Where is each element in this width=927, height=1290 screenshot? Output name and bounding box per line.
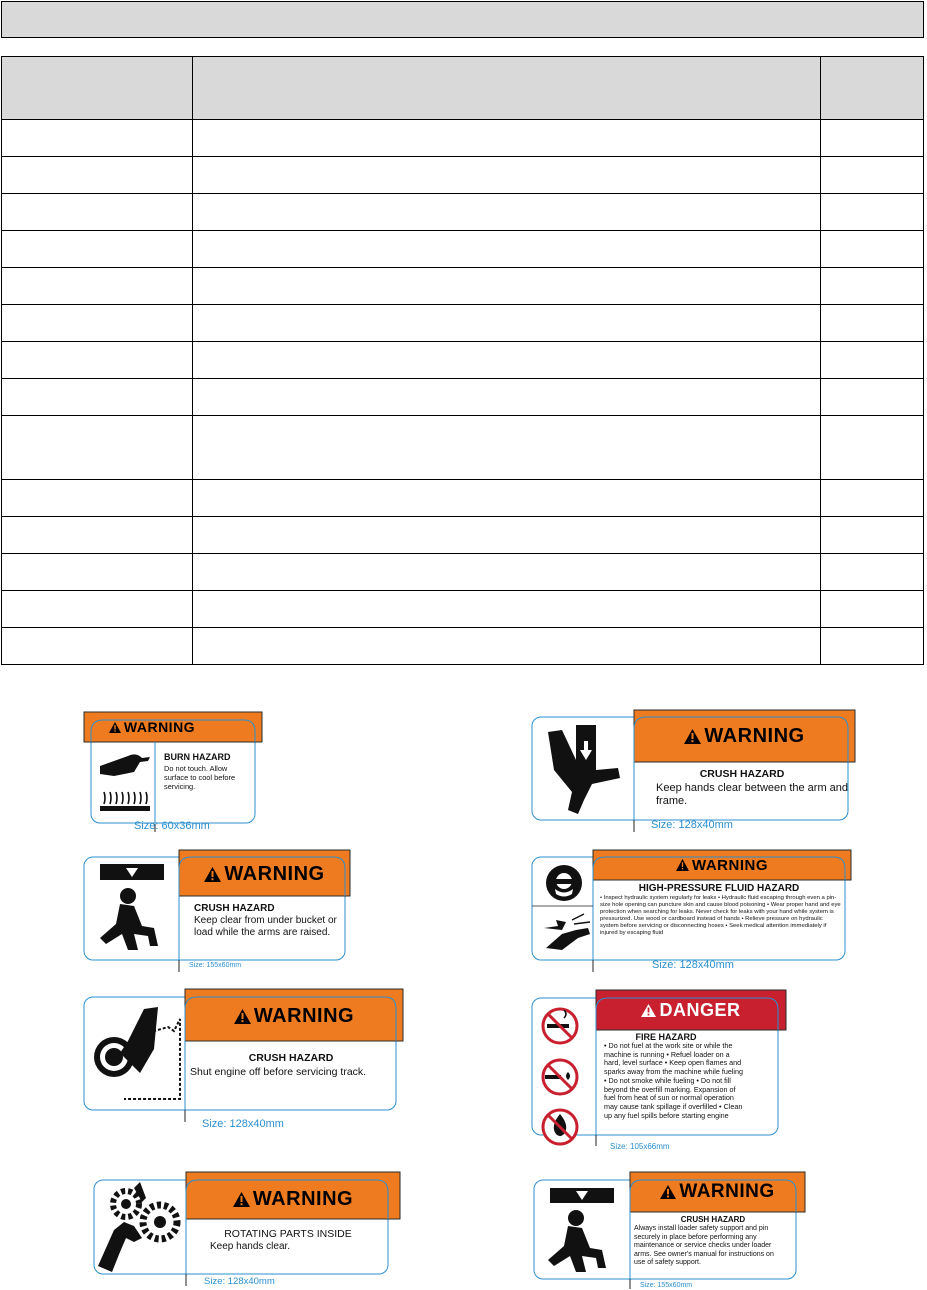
table-cell bbox=[2, 628, 193, 665]
label-size: Size: 105x66mm bbox=[610, 1142, 670, 1151]
table-row bbox=[2, 157, 924, 194]
table-cell bbox=[821, 628, 924, 665]
table-row bbox=[2, 120, 924, 157]
table-cell bbox=[821, 305, 924, 342]
table-cell bbox=[2, 342, 193, 379]
warning-triangle-icon bbox=[234, 1009, 251, 1024]
crush-support-label bbox=[534, 1172, 809, 1290]
table-cell bbox=[821, 591, 924, 628]
table-cell bbox=[2, 416, 193, 480]
table-row bbox=[2, 379, 924, 416]
table-row bbox=[2, 231, 924, 268]
label-body: Shut engine off before servicing track. bbox=[190, 1066, 367, 1078]
table-cell bbox=[2, 120, 193, 157]
label-header: WARNING bbox=[123, 719, 196, 735]
label-header: DANGER bbox=[659, 999, 741, 1020]
crush-arm-label bbox=[532, 710, 857, 832]
label-title: HIGH-PRESSURE FLUID HAZARD bbox=[638, 883, 800, 894]
burn-hazard-label bbox=[84, 712, 264, 832]
header-bar bbox=[1, 1, 924, 38]
label-body: Keep hands clear. bbox=[210, 1241, 291, 1252]
header-cell bbox=[193, 57, 821, 120]
label-size: Size: 128x40mm bbox=[651, 819, 733, 831]
table-cell bbox=[193, 231, 821, 268]
table-cell bbox=[193, 268, 821, 305]
table-cell bbox=[2, 517, 193, 554]
label-title: CRUSH HAZARD bbox=[248, 1052, 334, 1064]
label-header: WARNING bbox=[253, 1004, 355, 1027]
table-cell bbox=[193, 305, 821, 342]
warning-triangle-icon bbox=[204, 867, 221, 882]
table-cell bbox=[193, 416, 821, 480]
table-cell bbox=[193, 120, 821, 157]
label-title: CRUSH HAZARD bbox=[699, 768, 785, 780]
label-size: Size: 128x40mm bbox=[652, 959, 734, 971]
table-cell bbox=[193, 342, 821, 379]
label-body: Do not touch. Allow surface to cool before servicing. bbox=[164, 764, 236, 791]
table-cell bbox=[821, 342, 924, 379]
label-title: ROTATING PARTS INSIDE bbox=[224, 1228, 352, 1240]
warning-triangle-icon bbox=[684, 729, 701, 744]
rotating-parts-label bbox=[90, 1172, 402, 1290]
table-row bbox=[2, 342, 924, 379]
table-cell bbox=[2, 157, 193, 194]
warning-triangle-icon bbox=[660, 1185, 676, 1199]
header-cell bbox=[2, 57, 193, 120]
label-title: FIRE HAZARD bbox=[635, 1032, 697, 1042]
label-header: WARNING bbox=[224, 862, 325, 885]
table-row bbox=[2, 305, 924, 342]
table-header-row bbox=[2, 57, 924, 120]
crush-track-label bbox=[84, 989, 406, 1129]
label-title: CRUSH HAZARD bbox=[194, 903, 275, 914]
table-row bbox=[2, 416, 924, 480]
table-row bbox=[2, 480, 924, 517]
label-body: Always install loader safety support and pin securely in place before performing any maintenance or service checks under loader arms. See owner's manual for instructions on use of safety support. bbox=[634, 1225, 774, 1266]
table-cell bbox=[193, 157, 821, 194]
label-size: Size: 128x40mm bbox=[202, 1118, 284, 1130]
table-cell bbox=[2, 379, 193, 416]
table-row bbox=[2, 554, 924, 591]
table-cell bbox=[2, 194, 193, 231]
warning-triangle-icon bbox=[233, 1192, 250, 1207]
table-cell bbox=[821, 480, 924, 517]
table-cell bbox=[2, 591, 193, 628]
label-size: Size: 60x36mm bbox=[134, 820, 210, 832]
danger-triangle-icon bbox=[641, 1004, 656, 1017]
label-body: • Do not fuel at the work site or while the machine is running • Refuel loader on a hard, level surface • Keep open flames and sparks away from the machine while fueling • Do not smoke while fueling • Do not fill beyond the overfill marking. Expansion of fuel from heat of sun or normal operation may cause tank spillage if overfilled • Clean up any fuel spills before starting engine bbox=[604, 1041, 744, 1120]
label-size: Size: 155x60mm bbox=[189, 962, 242, 969]
label-header: WARNING bbox=[704, 724, 805, 747]
table-cell bbox=[193, 480, 821, 517]
warning-triangle-icon bbox=[676, 859, 689, 871]
table-cell bbox=[193, 591, 821, 628]
table-cell bbox=[2, 554, 193, 591]
fire-hazard-label bbox=[532, 990, 788, 1155]
table-row bbox=[2, 268, 924, 305]
table-row bbox=[2, 194, 924, 231]
table-row bbox=[2, 628, 924, 665]
table-cell bbox=[2, 305, 193, 342]
table-cell bbox=[821, 231, 924, 268]
table-row bbox=[2, 517, 924, 554]
table-cell bbox=[821, 416, 924, 480]
label-body: Keep hands clear between the arm and frame. bbox=[656, 782, 849, 807]
table-cell bbox=[193, 194, 821, 231]
table-cell bbox=[821, 517, 924, 554]
table-cell bbox=[821, 379, 924, 416]
warning-triangle-icon bbox=[109, 722, 121, 733]
table-cell bbox=[2, 231, 193, 268]
table-cell bbox=[193, 554, 821, 591]
table-cell bbox=[193, 517, 821, 554]
label-body: Keep clear from under bucket or load while the arms are raised. bbox=[194, 915, 337, 938]
table-cell bbox=[193, 379, 821, 416]
table-cell bbox=[821, 268, 924, 305]
table-cell bbox=[821, 554, 924, 591]
table-cell bbox=[2, 480, 193, 517]
table-cell bbox=[2, 268, 193, 305]
crush-bucket-label bbox=[84, 850, 356, 972]
table-cell bbox=[821, 120, 924, 157]
label-body: • Inspect hydraulic system regularly for leaks • Hydraulic fluid escaping through even a pin-size hole opening can puncture skin and cause blood poisoning • Wear proper hand and eye protection when searching for leaks. Never check for leaks with your hand while system is pressurized. Use wood or cardboard instead of hands • Relieve pressure on hydraulic system before servicing or disconnecting hoses • Seek medical attention immediately if injured by escaping fluid bbox=[600, 895, 841, 937]
label-size: Size: 155x60mm bbox=[640, 1282, 693, 1289]
label-header: WARNING bbox=[692, 856, 768, 874]
table-cell bbox=[821, 194, 924, 231]
table-row bbox=[2, 591, 924, 628]
label-header: WARNING bbox=[252, 1187, 354, 1210]
high-pressure-fluid-label bbox=[532, 850, 852, 972]
label-title: BURN HAZARD bbox=[164, 752, 231, 762]
label-size: Size: 128x40mm bbox=[204, 1276, 275, 1287]
label-title: CRUSH HAZARD bbox=[680, 1215, 746, 1224]
table-cell bbox=[193, 628, 821, 665]
header-cell bbox=[821, 57, 924, 120]
table-cell bbox=[821, 157, 924, 194]
parts-table bbox=[1, 56, 924, 665]
label-header: WARNING bbox=[679, 1181, 775, 1202]
